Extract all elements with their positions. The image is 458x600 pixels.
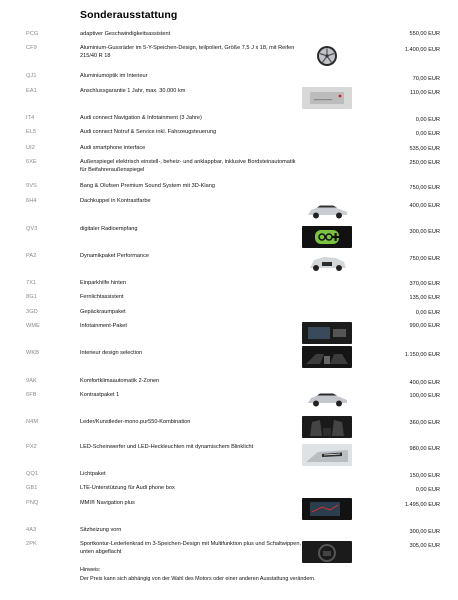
option-price: 110,00 EUR xyxy=(409,90,440,96)
option-code: PNQ xyxy=(26,500,39,506)
option-code: PX2 xyxy=(26,444,37,450)
option-description: Lichtpaket xyxy=(80,471,106,477)
option-price: 300,00 EUR xyxy=(409,529,440,535)
option-description: Einparkhilfe hinten xyxy=(80,280,127,286)
option-price: 305,00 EUR xyxy=(409,543,440,549)
option-code: PCG xyxy=(26,31,39,37)
option-description: Gepäckraumpaket xyxy=(80,309,126,315)
option-description: LED-Scheinwerfer und LED-Heckleuchten mit dynamischem Blinklicht xyxy=(80,444,254,450)
option-description: Außenspiegel elektrisch einstell-, beheiz- und anklappbar, inklusive Bordsteinautomatik für Beifahreraußenspiegel xyxy=(80,159,296,173)
option-description: Sitzheizung vorn xyxy=(80,527,122,533)
option-description: Infotainment-Paket xyxy=(80,323,127,329)
option-description: Komfortklimaautomatik 2-Zonen xyxy=(80,378,160,384)
option-price: 360,00 EUR xyxy=(409,420,440,426)
option-price: 1.150,00 EUR xyxy=(404,352,440,358)
option-price: 750,00 EUR xyxy=(409,185,440,191)
car-front-image xyxy=(302,251,352,273)
option-description: digitaler Radioempfang xyxy=(80,226,138,232)
option-description: Interieur design selection xyxy=(80,350,143,356)
option-code: QQ1 xyxy=(26,471,39,477)
option-code: EL5 xyxy=(26,129,37,135)
option-code: UI2 xyxy=(26,145,36,151)
infotainment-image xyxy=(302,322,352,344)
option-price: 0,00 EUR xyxy=(415,487,440,493)
option-description: Audi connect Navigation & Infotainment (3 Jahre) xyxy=(80,115,202,121)
option-description: Dachkuppel in Kontrastfarbe xyxy=(80,198,151,204)
option-code: PA2 xyxy=(26,253,37,259)
dab-logo-image xyxy=(302,226,352,248)
option-price: 70,00 EUR xyxy=(412,76,440,82)
option-code: 2PK xyxy=(26,541,37,547)
option-description: Sportkontur-Lederlenkrad im 3-Speichen-Design mit Multifunktion plus und Schaltwippen, unten abgeflacht xyxy=(80,541,302,555)
option-description: Aluminiumoptik im Interieur xyxy=(80,73,148,79)
option-description: LTE-Unterstützung für Audi phone box xyxy=(80,485,175,491)
option-code: N4M xyxy=(26,419,39,425)
option-price: 135,00 EUR xyxy=(409,295,440,301)
option-price: 990,00 EUR xyxy=(409,323,440,329)
option-description: Aluminium-Gussräder im 5-Y-Speichen-Design, teilpoliert, Größe 7,5 J x 18, mit Reifen 215/40 R 18 xyxy=(80,45,295,59)
car-side-image xyxy=(302,200,352,222)
option-price: 980,00 EUR xyxy=(409,446,440,452)
option-price: 400,00 EUR xyxy=(409,203,440,209)
option-price: 0,00 EUR xyxy=(415,310,440,316)
option-price: 150,00 EUR xyxy=(409,473,440,479)
option-code: 9VS xyxy=(26,183,37,189)
option-code: 6XE xyxy=(26,159,37,165)
option-code: 6FB xyxy=(26,392,37,398)
option-price: 0,00 EUR xyxy=(415,117,440,123)
option-code: 6H4 xyxy=(26,198,37,204)
car-contrast-image xyxy=(302,388,352,410)
option-code: IT4 xyxy=(26,115,35,121)
option-price: 370,00 EUR xyxy=(409,281,440,287)
option-code: 8G1 xyxy=(26,294,37,300)
headlight-image xyxy=(302,444,352,466)
option-description: Dynamikpaket Performance xyxy=(80,253,150,259)
option-code: WME xyxy=(26,323,40,329)
option-price: 300,00 EUR xyxy=(409,229,440,235)
option-description: Kontrastpaket 1 xyxy=(80,392,120,398)
option-code: 9AK xyxy=(26,378,37,384)
option-code: 7X1 xyxy=(26,280,37,286)
option-description: Audi smartphone interface xyxy=(80,145,146,151)
option-price: 400,00 EUR xyxy=(409,380,440,386)
seats-image xyxy=(302,416,352,438)
wheel-image xyxy=(302,45,352,67)
option-code: CF9 xyxy=(26,45,37,51)
option-price: 1.495,00 EUR xyxy=(404,502,440,508)
option-code: EA1 xyxy=(26,88,37,94)
option-description: Anschlussgarantie 1 Jahr, max. 30.000 km xyxy=(80,88,186,94)
interior-image xyxy=(302,346,352,368)
option-price: 0,00 EUR xyxy=(415,131,440,137)
navigation-image xyxy=(302,498,352,520)
page-title: Sonderausstattung xyxy=(80,9,178,21)
option-price: 750,00 EUR xyxy=(409,256,440,262)
option-price: 1.400,00 EUR xyxy=(404,47,440,53)
option-description: adaptiver Geschwindigkeitsassistent xyxy=(80,31,171,37)
option-description: MMI® Navigation plus xyxy=(80,500,135,506)
note-text: Der Preis kann sich abhängig von der Wahl des Motors oder einer anderen Ausstattung verändern. xyxy=(80,576,316,582)
option-price: 100,00 EUR xyxy=(409,393,440,399)
option-price: 550,00 EUR xyxy=(409,31,440,37)
option-code: QV3 xyxy=(26,226,38,232)
option-code: GB1 xyxy=(26,485,38,491)
option-description: Leder/Kunstleder-mono.pur550-Kombination xyxy=(80,419,191,425)
option-description: Bang & Olufsen Premium Sound System mit 3D-Klang xyxy=(80,183,215,189)
note-label: Hinweis: xyxy=(80,567,101,573)
option-code: WKB xyxy=(26,350,40,356)
option-description: Fernlichtassistent xyxy=(80,294,124,300)
option-code: 3GD xyxy=(26,309,38,315)
option-code: QJ1 xyxy=(26,73,37,79)
option-price: 250,00 EUR xyxy=(409,160,440,166)
steering-wheel-image xyxy=(302,541,352,563)
warranty-card-image xyxy=(302,87,352,109)
option-code: 4A3 xyxy=(26,527,37,533)
option-description: Audi connect Notruf & Service inkl. Fahrzeugsteuerung xyxy=(80,129,217,135)
option-price: 535,00 EUR xyxy=(409,146,440,152)
